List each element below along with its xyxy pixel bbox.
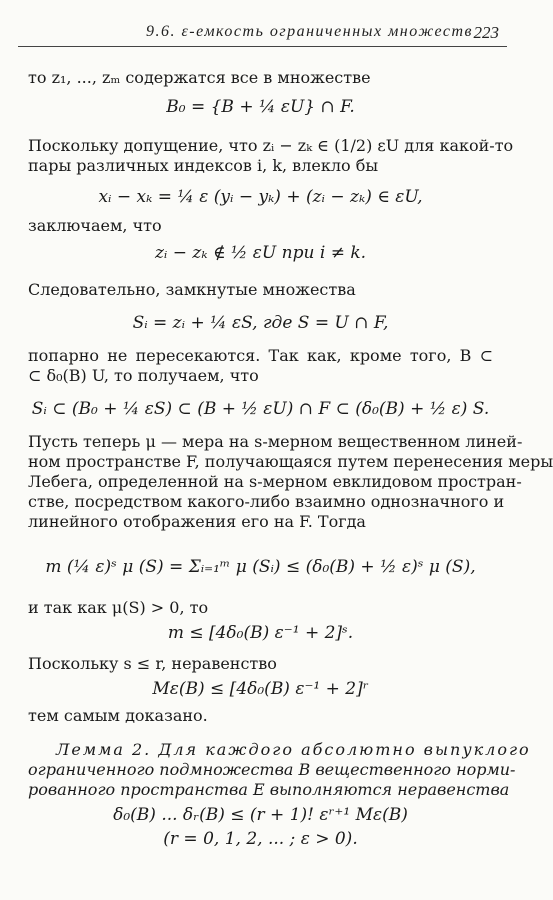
formula: B₀ = {B + ¼ εU} ∩ F.: [166, 97, 355, 117]
text-line: Поскольку s ≤ r, неравенство: [28, 654, 277, 673]
text-line: попарно не пересекаются. Так как, кроме того, B ⊂: [28, 346, 493, 365]
formula: zᵢ − zₖ ∉ ½ εU при i ≠ k.: [154, 243, 367, 263]
text-line: Поскольку допущение, что zᵢ − zₖ ∈ (1/2) εU для какой-то: [28, 136, 514, 155]
text-line: ном пространстве F, получающаяся путем перенесения меры: [28, 452, 553, 471]
formula: δ₀(B) ... δᵣ(B) ≤ (r + 1)! εʳ⁺¹ Mε(B): [113, 805, 408, 825]
text-line: заключаем, что: [28, 216, 162, 235]
formula: xᵢ − xₖ = ¼ ε (yᵢ − yₖ) + (zᵢ − zₖ) ∈ εU,: [98, 187, 423, 207]
running-title: 9.6. ε-емкость ограниченных множеств: [146, 23, 473, 40]
lemma-heading: Лемма 2. Для каждого абсолютно выпуклого: [56, 740, 531, 759]
lemma-text-line: рованного пространства E выполняются неравенства: [28, 780, 510, 799]
text-line: линейного отображения его на F. Тогда: [28, 512, 366, 531]
text-line: пары различных индексов i, k, влекло бы: [28, 156, 379, 175]
text-line: Пусть теперь μ — мера на s-мерном вещественном линей-: [28, 432, 523, 451]
text-line: Лебега, определенной на s-мерном евклидовом простран-: [28, 472, 522, 491]
text-line: тем самым доказано.: [28, 706, 208, 725]
text-line: то z₁, ..., zₘ содержатся все в множестве: [28, 68, 371, 87]
formula: Sᵢ = zᵢ + ¼ εS, где S = U ∩ F,: [132, 313, 389, 333]
text-line: и так как μ(S) > 0, то: [28, 598, 209, 617]
text-line: стве, посредством какого-либо взаимно однозначного и: [28, 492, 505, 511]
formula: (r = 0, 1, 2, ... ; ε > 0).: [163, 829, 358, 849]
text-line: ⊂ δ₀(B) U, то получаем, что: [28, 366, 259, 385]
formula: m (¼ ε)ˢ μ (S) = Σᵢ₌₁ᵐ μ (Sᵢ) ≤ (δ₀(B) + ½ ε)ˢ μ (S),: [45, 557, 476, 577]
header-rule: [18, 46, 507, 47]
page-number: 223: [473, 23, 499, 42]
formula: Sᵢ ⊂ (B₀ + ¼ εS) ⊂ (B + ½ εU) ∩ F ⊂ (δ₀(B) + ½ ε) S.: [31, 399, 490, 419]
lemma-text-line: ограниченного подмножества B вещественного норми-: [28, 760, 516, 779]
formula: m ≤ [4δ₀(B) ε⁻¹ + 2]ˢ.: [167, 623, 354, 643]
page-header: [18, 18, 507, 48]
formula: Mε(B) ≤ [4δ₀(B) ε⁻¹ + 2]ʳ: [152, 679, 369, 699]
text-line: Следовательно, замкнутые множества: [28, 280, 356, 299]
